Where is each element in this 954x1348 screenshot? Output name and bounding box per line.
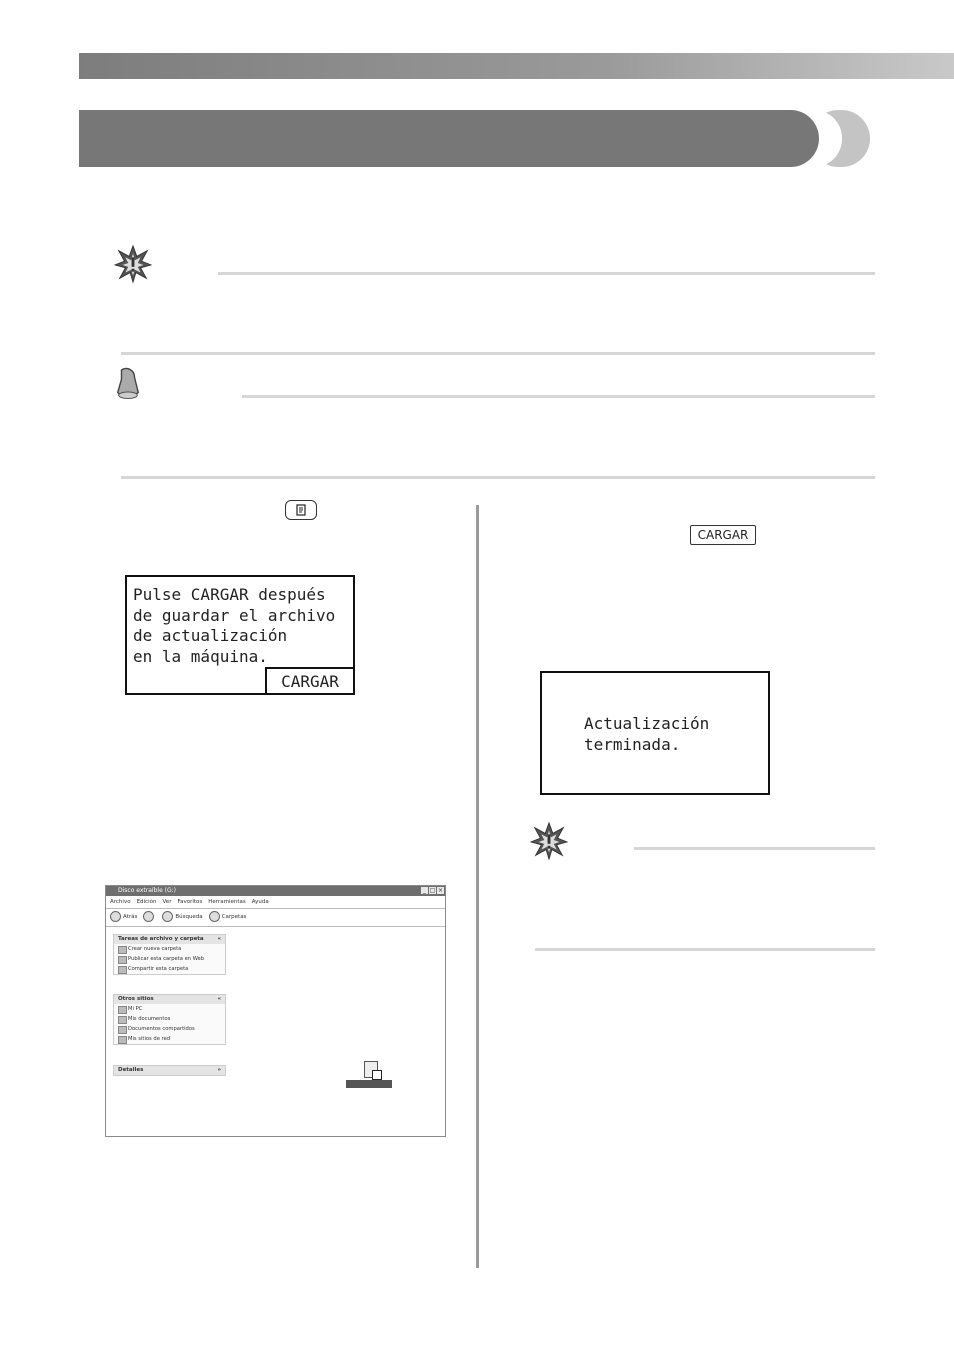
lcd-line: Actualización bbox=[584, 714, 710, 733]
important-end-rule bbox=[121, 352, 875, 355]
lcd-screen-update-complete bbox=[540, 671, 770, 795]
section-title-banner bbox=[79, 110, 819, 167]
memo-bell-icon bbox=[114, 366, 142, 402]
panel-item[interactable]: Mis sitios de red bbox=[114, 1034, 225, 1044]
chevron-up-icon[interactable]: « bbox=[217, 936, 221, 942]
search-label: Búsqueda bbox=[175, 914, 203, 920]
search-icon bbox=[162, 911, 173, 922]
back-label: Atrás bbox=[123, 914, 138, 920]
forward-button[interactable] bbox=[143, 911, 156, 922]
document-icon bbox=[295, 504, 307, 516]
menu-separator bbox=[106, 908, 445, 909]
lcd-screen-upload-prompt bbox=[125, 575, 355, 695]
folder-icon bbox=[209, 911, 220, 922]
folders-button[interactable] bbox=[209, 911, 247, 922]
toolbar-separator bbox=[106, 926, 445, 927]
important-icon bbox=[114, 245, 152, 283]
lcd-line: en la máquina. bbox=[133, 646, 268, 666]
forward-arrow-icon bbox=[143, 911, 154, 922]
panel-title: Detalles bbox=[118, 1067, 144, 1073]
update-file-name[interactable] bbox=[346, 1080, 392, 1088]
maximize-button[interactable]: □ bbox=[429, 887, 436, 894]
update-key[interactable] bbox=[285, 500, 317, 520]
panel-title: Tareas de archivo y carpeta bbox=[118, 936, 204, 942]
important-header-rule bbox=[634, 847, 875, 850]
explorer-title-bar bbox=[106, 886, 445, 896]
search-button[interactable] bbox=[162, 911, 202, 922]
chevron-down-icon[interactable]: » bbox=[217, 1067, 221, 1073]
panel-other-places bbox=[113, 994, 226, 1045]
menu-ver[interactable]: Ver bbox=[162, 899, 172, 905]
lcd-message bbox=[584, 713, 709, 755]
lcd-line: de actualización bbox=[133, 626, 288, 645]
panel-item[interactable]: Publicar esta carpeta en Web bbox=[114, 954, 225, 964]
window-controls bbox=[421, 887, 444, 894]
memo-end-rule bbox=[121, 476, 875, 479]
panel-header[interactable] bbox=[114, 995, 225, 1004]
lcd-line: terminada. bbox=[584, 735, 681, 754]
memo-header-rule bbox=[242, 395, 875, 398]
panel-file-tasks bbox=[113, 934, 226, 975]
important-end-rule bbox=[535, 948, 875, 951]
top-header-bar bbox=[79, 53, 954, 79]
close-button[interactable]: × bbox=[437, 887, 444, 894]
panel-item[interactable]: Documentos compartidos bbox=[114, 1024, 225, 1034]
explorer-toolbar bbox=[110, 911, 246, 922]
folders-label: Carpetas bbox=[221, 914, 247, 920]
panel-header[interactable] bbox=[114, 1066, 225, 1075]
explorer-window bbox=[105, 885, 446, 1137]
menu-ayuda[interactable]: Ayuda bbox=[251, 899, 269, 905]
important-header-rule bbox=[218, 272, 875, 275]
menu-herramientas[interactable]: Herramientas bbox=[208, 899, 246, 905]
panel-details bbox=[113, 1065, 226, 1076]
panel-item[interactable]: Compartir esta carpeta bbox=[114, 964, 225, 974]
panel-item[interactable]: Mis documentos bbox=[114, 1014, 225, 1024]
menu-favoritos[interactable]: Favoritos bbox=[177, 899, 203, 905]
lcd-cargar-button[interactable]: CARGAR bbox=[265, 667, 355, 695]
panel-header[interactable] bbox=[114, 935, 225, 944]
explorer-title: Disco extraíble (G:) bbox=[118, 887, 177, 894]
lcd-line: Pulse CARGAR después bbox=[133, 585, 326, 604]
back-button[interactable] bbox=[110, 911, 137, 922]
panel-item[interactable]: Mi PC bbox=[114, 1004, 225, 1014]
panel-title: Otros sitios bbox=[118, 996, 154, 1002]
menu-edicion[interactable]: Edición bbox=[136, 899, 157, 905]
cargar-key[interactable]: CARGAR bbox=[690, 525, 756, 545]
back-arrow-icon bbox=[110, 911, 121, 922]
important-icon bbox=[530, 822, 568, 860]
lcd-line: de guardar el archivo bbox=[133, 605, 336, 625]
minimize-button[interactable]: _ bbox=[423, 887, 426, 894]
panel-item[interactable]: Crear nueva carpeta bbox=[114, 944, 225, 954]
menu-archivo[interactable]: Archivo bbox=[110, 899, 131, 905]
lcd-message bbox=[133, 585, 335, 667]
explorer-menu-bar bbox=[110, 899, 269, 905]
chevron-up-icon[interactable]: « bbox=[217, 996, 221, 1002]
column-divider bbox=[476, 505, 479, 1268]
drag-cursor-icon bbox=[372, 1070, 382, 1080]
